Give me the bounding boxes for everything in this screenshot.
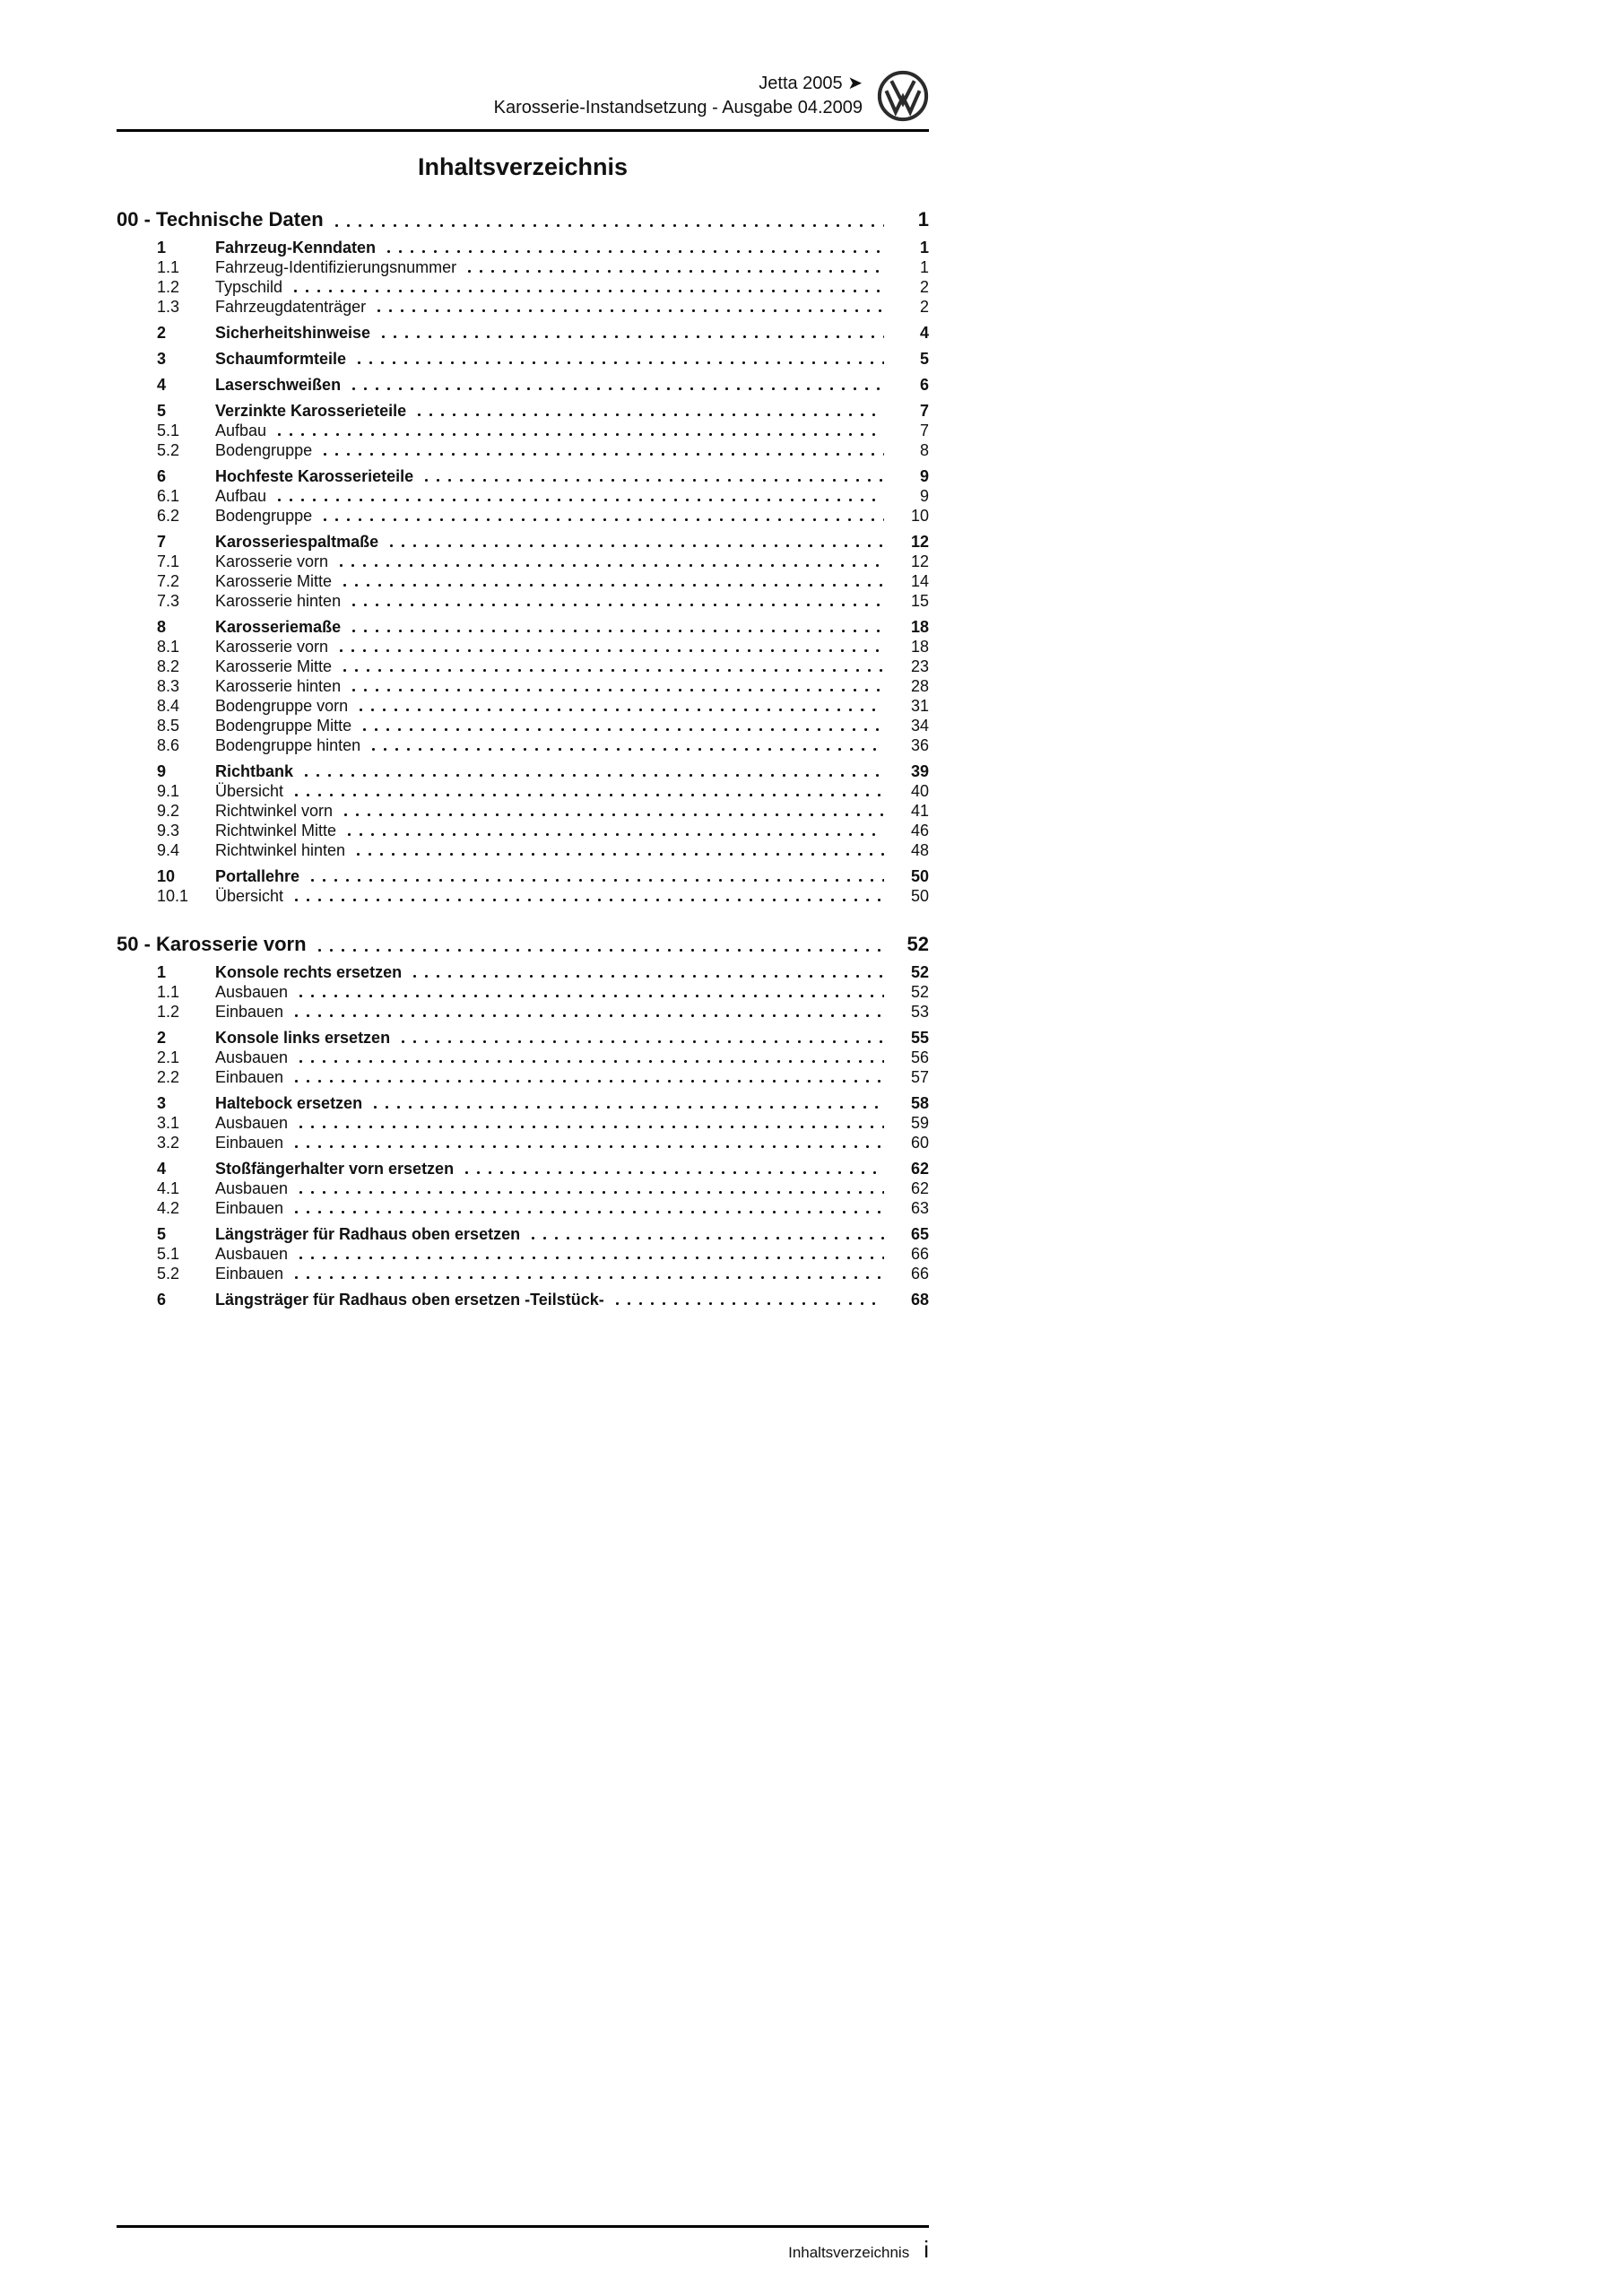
entry-title: Konsole links ersetzen: [215, 1029, 391, 1047]
entry-number: 4: [157, 376, 167, 394]
entry-number: 5: [157, 1225, 167, 1243]
entry-page-number: 46: [910, 822, 929, 839]
toc-entry: [117, 617, 929, 637]
entry-number: 9: [157, 762, 167, 780]
toc-entry: [117, 532, 929, 552]
dot-leader: [359, 708, 884, 712]
toc-entry: [117, 552, 929, 571]
dot-leader: [294, 793, 884, 797]
entry-number: 9.1: [157, 782, 180, 800]
dot-leader: [362, 727, 884, 732]
toc-entry: [117, 716, 929, 735]
entry-title: Aufbau: [215, 487, 267, 505]
toc-entry: [117, 571, 929, 591]
footer-text-block: [117, 2236, 929, 2264]
dot-leader: [464, 1170, 884, 1175]
toc-entry: [117, 657, 929, 676]
entry-number: 2: [157, 1029, 167, 1047]
toc-entry: [117, 297, 929, 317]
toc: [117, 208, 929, 1309]
toc-entry: [117, 591, 929, 611]
toc-entry: [117, 1093, 929, 1113]
entry-page-number: 2: [919, 278, 929, 296]
toc-entry: [117, 349, 929, 369]
toc-entry: [117, 375, 929, 395]
entry-page-number: 4: [919, 324, 929, 342]
entry-number: 8.2: [157, 657, 180, 675]
toc-entry: [117, 401, 929, 421]
entry-title: Karosseriespaltmaße: [215, 533, 379, 551]
toc-entry: [117, 1067, 929, 1087]
entry-page-number: 2: [919, 298, 929, 316]
entry-number: 3.2: [157, 1134, 180, 1152]
entry-title: Karosserie vorn: [215, 638, 329, 656]
toc-entry: [117, 1290, 929, 1309]
toc-entry: [117, 466, 929, 486]
entry-page-number: 28: [910, 677, 929, 695]
dot-leader: [389, 544, 884, 548]
entry-page-number: 66: [910, 1245, 929, 1263]
entry-title: Fahrzeug-Identifizierungsnummer: [215, 258, 457, 276]
entry-number: 4.1: [157, 1179, 180, 1197]
toc-entry: [117, 801, 929, 821]
entry-page-number: 50: [910, 867, 929, 885]
dot-leader: [351, 387, 884, 391]
header-edition-line: Karosserie-Instandsetzung - Ausgabe 04.2009: [493, 98, 863, 117]
entry-number: 8.3: [157, 677, 180, 695]
entry-title: Bodengruppe hinten: [215, 736, 361, 754]
section-label: 00 - Technische Daten: [117, 208, 324, 230]
toc-section-header: [117, 933, 929, 956]
dot-leader: [299, 994, 884, 998]
vw-logo-icon: [877, 70, 929, 122]
section-label: 50 - Karosserie vorn: [117, 933, 307, 955]
entry-page-number: 14: [910, 572, 929, 590]
entry-page-number: 48: [910, 841, 929, 859]
entry-number: 1: [157, 963, 167, 981]
toc-entry: [117, 323, 929, 343]
dot-leader: [294, 1275, 884, 1280]
toc-entry: [117, 962, 929, 982]
entry-page-number: 18: [910, 618, 929, 636]
entry-page-number: 58: [910, 1094, 929, 1112]
header-text-block: [494, 72, 863, 120]
entry-page-number: 36: [910, 736, 929, 754]
section-page-number: 1: [917, 208, 929, 230]
entry-title: Fahrzeug-Kenndaten: [215, 239, 377, 257]
entry-number: 8.5: [157, 717, 180, 735]
entry-number: 6.1: [157, 487, 180, 505]
dot-leader: [377, 309, 884, 313]
entry-page-number: 68: [910, 1291, 929, 1309]
toc-entry: [117, 840, 929, 860]
entry-number: 1: [157, 239, 167, 257]
entry-title: Fahrzeugdatenträger: [215, 298, 367, 316]
entry-number: 1.1: [157, 258, 180, 276]
entry-title: Einbauen: [215, 1199, 284, 1217]
entry-number: 5: [157, 402, 167, 420]
dot-leader: [334, 223, 884, 228]
entry-title: Längsträger für Radhaus oben ersetzen -Teilstück-: [215, 1291, 604, 1309]
dot-leader: [356, 852, 884, 857]
toc-entry: [117, 1048, 929, 1067]
entry-number: 1.3: [157, 298, 180, 316]
entry-number: 7.3: [157, 592, 180, 610]
entry-title: Karosserie hinten: [215, 592, 342, 610]
dot-leader: [339, 648, 884, 653]
entry-number: 8.4: [157, 697, 180, 715]
entry-title: Stoßfängerhalter vorn ersetzen: [215, 1160, 455, 1178]
entry-page-number: 52: [910, 983, 929, 1001]
entry-number: 2.2: [157, 1068, 180, 1086]
header-model-line: Jetta 2005 ➤: [759, 74, 863, 93]
dot-leader: [386, 249, 884, 254]
entry-title: Richtwinkel hinten: [215, 841, 346, 859]
toc-entry: [117, 821, 929, 840]
entry-page-number: 6: [919, 376, 929, 394]
dot-leader: [299, 1256, 884, 1260]
dot-leader: [317, 948, 884, 952]
entry-number: 5.1: [157, 1245, 180, 1263]
entry-page-number: 50: [910, 887, 929, 905]
dot-leader: [299, 1190, 884, 1195]
dot-leader: [294, 1013, 884, 1018]
entry-title: Haltebock ersetzen: [215, 1094, 363, 1112]
entry-page-number: 34: [910, 717, 929, 735]
toc-entry: [117, 277, 929, 297]
entry-page-number: 59: [910, 1114, 929, 1132]
entry-number: 10: [157, 867, 176, 885]
dot-leader: [615, 1301, 884, 1306]
entry-page-number: 63: [910, 1199, 929, 1217]
entry-title: Aufbau: [215, 422, 267, 439]
entry-number: 5.1: [157, 422, 180, 439]
entry-page-number: 39: [910, 762, 929, 780]
entry-title: Karosserie Mitte: [215, 572, 333, 590]
dot-leader: [304, 773, 884, 778]
toc-entry: [117, 1028, 929, 1048]
toc-entry: [117, 1224, 929, 1244]
entry-title: Hochfeste Karosserieteile: [215, 467, 414, 485]
toc-entry: [117, 676, 929, 696]
entry-title: Ausbauen: [215, 1048, 289, 1066]
entry-title: Ausbauen: [215, 1179, 289, 1197]
entry-number: 4: [157, 1160, 167, 1178]
entry-number: 1.2: [157, 1003, 180, 1021]
entry-number: 3: [157, 350, 167, 368]
entry-title: Übersicht: [215, 782, 284, 800]
entry-page-number: 31: [910, 697, 929, 715]
toc-entry: [117, 238, 929, 257]
page-title: Inhaltsverzeichnis: [417, 153, 629, 180]
entry-page-number: 65: [910, 1225, 929, 1243]
entry-title: Sicherheitshinweise: [215, 324, 371, 342]
entry-title: Konsole rechts ersetzen: [215, 963, 403, 981]
entry-title: Bodengruppe vorn: [215, 697, 349, 715]
section-page-number: 52: [906, 933, 929, 955]
dot-leader: [294, 1144, 884, 1149]
toc-entry: [117, 781, 929, 801]
entry-number: 8.1: [157, 638, 180, 656]
entry-number: 6: [157, 1291, 167, 1309]
entry-number: 6.2: [157, 507, 180, 525]
dot-leader: [351, 629, 884, 633]
entry-number: 2.1: [157, 1048, 180, 1066]
entry-title: Einbauen: [215, 1068, 284, 1086]
toc-entry: [117, 761, 929, 781]
entry-page-number: 18: [910, 638, 929, 656]
dot-leader: [347, 832, 884, 837]
entry-title: Karosserie vorn: [215, 552, 329, 570]
dot-leader: [357, 361, 884, 365]
toc-entry: [117, 1264, 929, 1283]
dot-leader: [371, 747, 884, 752]
entry-number: 7: [157, 533, 167, 551]
entry-title: Bodengruppe Mitte: [215, 717, 352, 735]
entry-number: 7.2: [157, 572, 180, 590]
entry-page-number: 56: [910, 1048, 929, 1066]
toc-entry: [117, 866, 929, 886]
entry-title: Übersicht: [215, 887, 284, 905]
entry-title: Portallehre: [215, 867, 300, 885]
dot-leader: [467, 269, 884, 274]
entry-number: 7.1: [157, 552, 180, 570]
dot-leader: [401, 1039, 884, 1044]
entry-title: Ausbauen: [215, 983, 289, 1001]
dot-leader: [294, 1210, 884, 1214]
dot-leader: [299, 1125, 884, 1129]
dot-leader: [294, 1079, 884, 1083]
entry-page-number: 40: [910, 782, 929, 800]
entry-title: Karosserie Mitte: [215, 657, 333, 675]
toc-entry: [117, 1159, 929, 1178]
entry-title: Einbauen: [215, 1265, 284, 1283]
dot-leader: [323, 517, 884, 522]
toc-entry: [117, 735, 929, 755]
entry-title: Ausbauen: [215, 1114, 289, 1132]
entry-number: 8: [157, 618, 167, 636]
entry-title: Verzinkte Karosserieteile: [215, 402, 407, 420]
dot-leader: [351, 688, 884, 692]
dot-leader: [381, 335, 884, 339]
entry-number: 5.2: [157, 441, 180, 459]
entry-number: 1.1: [157, 983, 180, 1001]
entry-number: 1.2: [157, 278, 180, 296]
entry-number: 3: [157, 1094, 167, 1112]
entry-page-number: 9: [919, 487, 929, 505]
dot-leader: [294, 898, 884, 902]
entry-page-number: 10: [910, 507, 929, 525]
dot-leader: [339, 563, 884, 568]
dot-leader: [424, 478, 884, 483]
entry-title: Typschild: [215, 278, 283, 296]
toc-entry: [117, 1244, 929, 1264]
toc-entry: [117, 440, 929, 460]
toc-entry: [117, 1113, 929, 1133]
entry-page-number: 5: [919, 350, 929, 368]
entry-number: 9.4: [157, 841, 180, 859]
entry-number: 9.3: [157, 822, 180, 839]
entry-title: Laserschweißen: [215, 376, 342, 394]
toc-entry: [117, 1178, 929, 1198]
entry-page-number: 52: [910, 963, 929, 981]
entry-page-number: 1: [919, 258, 929, 276]
toc-entry: [117, 421, 929, 440]
dot-leader: [417, 413, 884, 417]
entry-page-number: 12: [910, 552, 929, 570]
footer-divider: [117, 2225, 929, 2228]
dot-leader: [343, 668, 884, 673]
entry-title: Ausbauen: [215, 1245, 289, 1263]
toc-entry: [117, 506, 929, 526]
entry-page-number: 9: [919, 467, 929, 485]
entry-number: 4.2: [157, 1199, 180, 1217]
entry-title: Karosserie hinten: [215, 677, 342, 695]
dot-leader: [277, 432, 884, 437]
entry-number: 8.6: [157, 736, 180, 754]
entry-page-number: 66: [910, 1265, 929, 1283]
entry-title: Richtwinkel Mitte: [215, 822, 337, 839]
dot-leader: [343, 813, 884, 817]
entry-title: Bodengruppe: [215, 441, 313, 459]
entry-number: 3.1: [157, 1114, 180, 1132]
entry-title: Einbauen: [215, 1134, 284, 1152]
dot-leader: [531, 1236, 884, 1240]
dot-leader: [351, 603, 884, 607]
toc-entry: [117, 486, 929, 506]
entry-title: Einbauen: [215, 1003, 284, 1021]
dot-leader: [310, 878, 884, 883]
entry-page-number: 57: [910, 1068, 929, 1086]
entry-title: Schaumformteile: [215, 350, 347, 368]
entry-page-number: 53: [910, 1003, 929, 1021]
entry-page-number: 62: [910, 1160, 929, 1178]
dot-leader: [343, 583, 884, 587]
toc-entry: [117, 886, 929, 906]
dot-leader: [323, 452, 884, 457]
header-divider: [117, 129, 929, 132]
dot-leader: [277, 498, 884, 502]
entry-title: Richtwinkel vorn: [215, 802, 334, 820]
toc-entry: [117, 1198, 929, 1218]
page-footer: [117, 2225, 929, 2264]
entry-page-number: 55: [910, 1029, 929, 1047]
entry-number: 2: [157, 324, 167, 342]
toc-entry: [117, 982, 929, 1002]
dot-leader: [299, 1059, 884, 1064]
entry-number: 5.2: [157, 1265, 180, 1283]
entry-page-number: 12: [910, 533, 929, 551]
entry-title: Richtbank: [215, 762, 294, 780]
footer-label: Inhaltsverzeichnis: [788, 2244, 910, 2261]
entry-page-number: 8: [919, 441, 929, 459]
page-header: [117, 0, 929, 122]
entry-page-number: 1: [919, 239, 929, 257]
toc-entry: [117, 637, 929, 657]
entry-title: Längsträger für Radhaus oben ersetzen: [215, 1225, 521, 1243]
footer-page-number: i: [924, 2236, 929, 2263]
dot-leader: [373, 1105, 884, 1109]
dot-leader: [412, 974, 884, 978]
entry-page-number: 23: [910, 657, 929, 675]
entry-number: 9.2: [157, 802, 180, 820]
toc-entry: [117, 1002, 929, 1022]
entry-title: Bodengruppe: [215, 507, 313, 525]
entry-page-number: 7: [919, 422, 929, 439]
dot-leader: [293, 289, 884, 293]
toc-section-header: [117, 208, 929, 231]
toc-entry: [117, 257, 929, 277]
toc-entry: [117, 1133, 929, 1152]
entry-number: 10.1: [157, 887, 189, 905]
entry-page-number: 7: [919, 402, 929, 420]
entry-page-number: 60: [910, 1134, 929, 1152]
entry-page-number: 41: [910, 802, 929, 820]
entry-page-number: 62: [910, 1179, 929, 1197]
entry-page-number: 15: [910, 592, 929, 610]
entry-title: Karosseriemaße: [215, 618, 342, 636]
entry-number: 6: [157, 467, 167, 485]
toc-entry: [117, 696, 929, 716]
